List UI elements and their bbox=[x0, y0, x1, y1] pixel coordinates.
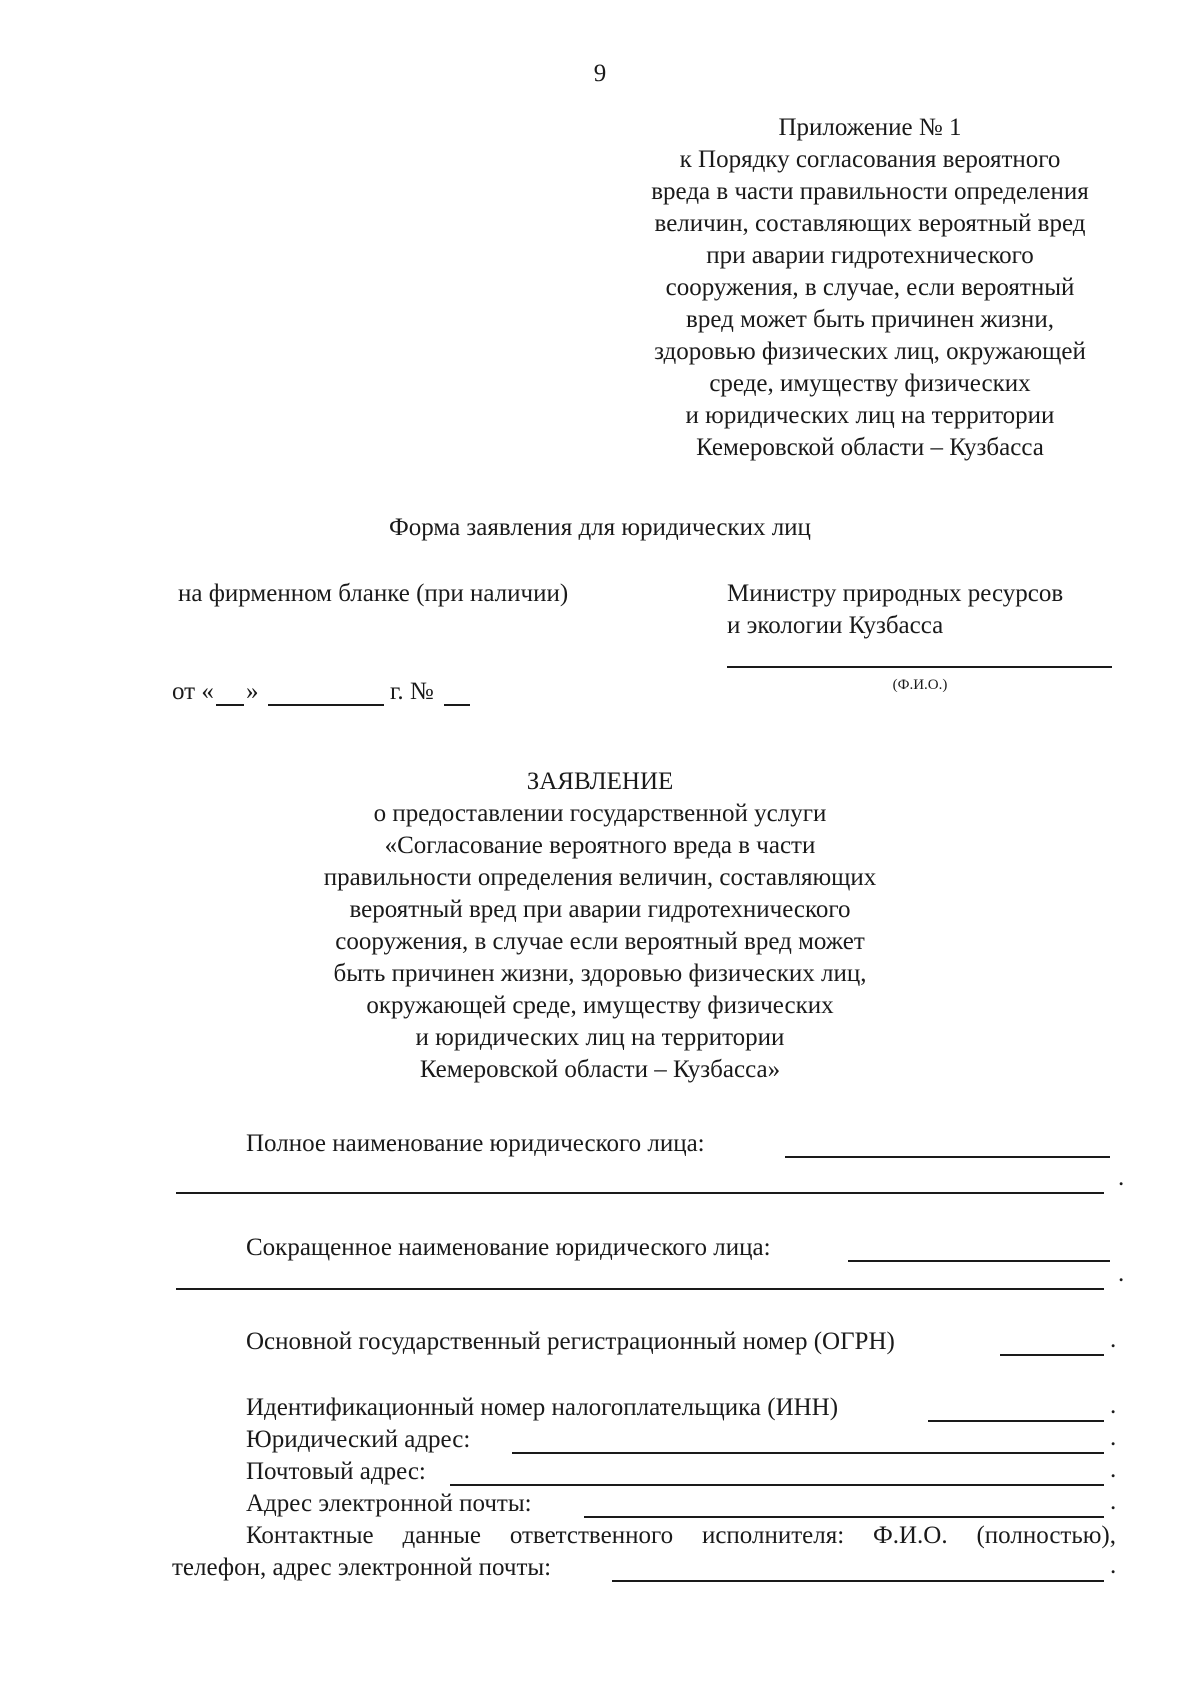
appendix-title: Приложение № 1 bbox=[778, 114, 962, 141]
addressee-line-1: Министру природных ресурсов bbox=[727, 580, 1064, 607]
appendix-line: вред может быть причинен жизни, bbox=[686, 306, 1054, 333]
inn-label: Идентификационный номер налогоплательщика (ИНН) bbox=[246, 1394, 839, 1421]
short-name-field-continued[interactable] bbox=[176, 1288, 1104, 1290]
full-name-field[interactable] bbox=[785, 1156, 1110, 1158]
date-year-no: г. № bbox=[390, 678, 434, 705]
number-line[interactable] bbox=[444, 704, 470, 706]
fio-caption: (Ф.И.О.) bbox=[892, 677, 948, 693]
statement-line: Кемеровской области – Кузбасса» bbox=[419, 1056, 781, 1083]
appendix-line: Кемеровской области – Кузбасса bbox=[696, 434, 1044, 461]
period: . bbox=[1118, 1164, 1125, 1191]
fio-line[interactable] bbox=[727, 666, 1112, 668]
appendix-line: при аварии гидротехнического bbox=[706, 242, 1034, 269]
ogrn-label: Основной государственный регистрационный номер (ОГРН) bbox=[246, 1328, 895, 1355]
period: . bbox=[1110, 1326, 1117, 1353]
form-title: Форма заявления для юридических лиц bbox=[389, 514, 811, 541]
postal-address-field[interactable] bbox=[450, 1484, 1104, 1486]
statement-line: о предоставлении государственной услуги bbox=[373, 800, 827, 827]
ogrn-field[interactable] bbox=[1000, 1354, 1104, 1356]
statement-line: «Согласование вероятного вреда в части bbox=[384, 832, 816, 859]
appendix-line: величин, составляющих вероятный вред bbox=[654, 210, 1086, 237]
appendix-block bbox=[590, 112, 1150, 464]
legal-address-label: Юридический адрес: bbox=[246, 1426, 471, 1453]
appendix-line: вреда в части правильности определения bbox=[651, 178, 1089, 205]
appendix-line: здоровью физических лиц, окружающей bbox=[654, 338, 1086, 365]
period: . bbox=[1118, 1260, 1125, 1287]
period: . bbox=[1110, 1456, 1117, 1483]
page-number: 9 bbox=[593, 60, 607, 87]
statement-line: правильности определения величин, составляющих bbox=[323, 864, 877, 891]
date-prefix: от « bbox=[172, 678, 214, 705]
contact-label-line-1: Контактные данные ответственного исполнителя: Ф.И.О. (полностью), bbox=[246, 1522, 1116, 1549]
addressee-line-2: и экологии Кузбасса bbox=[727, 612, 944, 639]
appendix-line: сооружения, в случае, если вероятный bbox=[665, 274, 1075, 301]
contact-label-line-2: телефон, адрес электронной почты: bbox=[172, 1554, 552, 1581]
appendix-line: среде, имуществу физических bbox=[709, 370, 1031, 397]
short-name-label: Сокращенное наименование юридического лица: bbox=[246, 1234, 771, 1261]
statement-line: и юридических лиц на территории bbox=[415, 1024, 785, 1051]
statement-line: сооружения, в случае если вероятный вред может bbox=[335, 928, 865, 955]
postal-address-label: Почтовый адрес: bbox=[246, 1458, 426, 1485]
appendix-line: и юридических лиц на территории bbox=[685, 402, 1055, 429]
period: . bbox=[1110, 1424, 1117, 1451]
period: . bbox=[1110, 1488, 1117, 1515]
period: . bbox=[1110, 1552, 1117, 1579]
full-name-label: Полное наименование юридического лица: bbox=[246, 1130, 705, 1157]
legal-address-field[interactable] bbox=[512, 1452, 1104, 1454]
statement-title: ЗАЯВЛЕНИЕ bbox=[526, 768, 674, 795]
date-day-line[interactable] bbox=[216, 704, 244, 706]
email-label: Адрес электронной почты: bbox=[246, 1490, 532, 1517]
email-field[interactable] bbox=[584, 1516, 1104, 1518]
statement-line: быть причинен жизни, здоровью физических лиц, bbox=[333, 960, 867, 987]
date-close-quote: » bbox=[246, 678, 259, 705]
inn-field[interactable] bbox=[928, 1420, 1104, 1422]
period: . bbox=[1110, 1392, 1117, 1419]
statement-block bbox=[240, 766, 960, 1086]
date-month-line[interactable] bbox=[268, 704, 384, 706]
full-name-field-continued[interactable] bbox=[176, 1192, 1104, 1194]
statement-line: окружающей среде, имуществу физических bbox=[366, 992, 834, 1019]
contact-field[interactable] bbox=[612, 1580, 1104, 1582]
short-name-field[interactable] bbox=[848, 1260, 1110, 1262]
letterhead-note: на фирменном бланке (при наличии) bbox=[178, 580, 569, 607]
statement-line: вероятный вред при аварии гидротехнического bbox=[349, 896, 851, 923]
appendix-line: к Порядку согласования вероятного bbox=[679, 146, 1061, 173]
